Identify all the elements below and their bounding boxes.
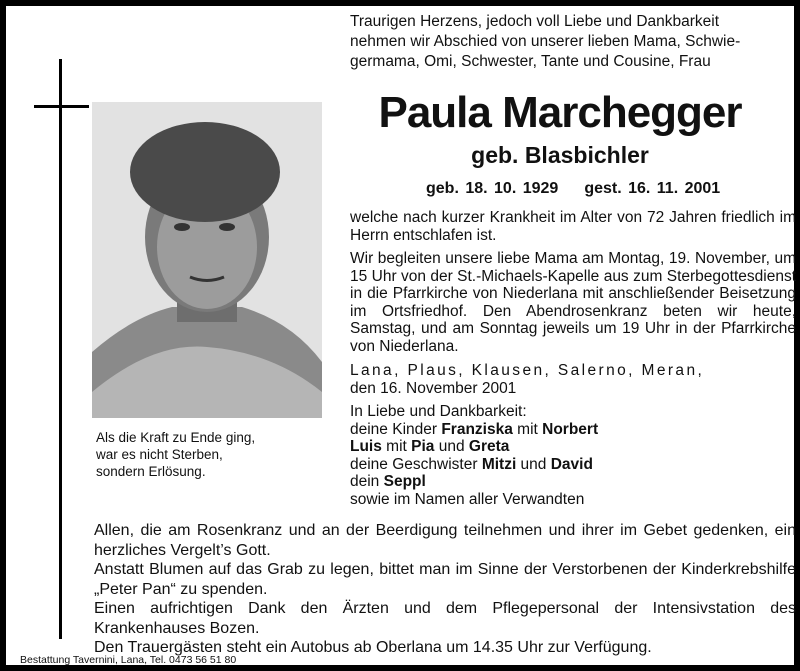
caption-line: Als die Kraft zu Ende ging, [96,430,256,445]
passing-paragraph: welche nach kurzer Krankheit im Alter von 72 Jahren friedlich im Herrn entschlafen ist. [350,209,796,244]
mourners-line [350,473,796,491]
funeral-text [350,250,796,355]
intro-line: germama, Omi, Schwester, Tante und Cousine, Frau [350,53,711,70]
t: Luis [350,438,382,455]
t: Franziska [441,420,513,438]
portrait-photo [92,102,322,418]
notice-date: den 16. November 2001 [350,379,517,397]
cross-icon-bar [34,105,89,108]
t: Norbert [542,420,599,438]
mourners-intro: In Liebe und Dankbarkeit: [350,403,527,420]
photo-caption [96,429,255,480]
closing-paragraph: Anstatt Blumen auf das Grab zu legen, bittet man im Sinne der Verstorbenen der Kinderkrebshilfe „Peter Pan“ zu spenden. [94,561,796,598]
t: Greta [468,438,510,455]
death-date: gest. 16. 11. 2001 [584,180,721,197]
closing-text [94,521,796,658]
caption-line: sondern Erlösung. [96,464,206,479]
closing-paragraph: Einen aufrichtigen Dank den Ärzten und dem Pflegepersonal der Intensivstation des Krankenhauses Bozen. [94,600,796,637]
closing-paragraph: Allen, die am Rosenkranz und an der Beerdigung teilnehmen und ihrer im Gebet gedenken, ein herzliches Vergelt’s Gott. [94,522,796,559]
birth-date: geb. 18. 10. 1929 [426,180,559,197]
death-notice [6,6,794,665]
mourners-line [350,421,796,439]
intro-line: Traurigen Herzens, jedoch voll Liebe und Dankbarkeit [350,13,720,30]
passing-text [350,209,796,244]
mourners [350,403,796,508]
closing-paragraph: Den Trauergästen steht ein Autobus ab Oberlana um 14.35 Uhr zur Verfügung. [94,639,652,656]
t: und [516,455,551,473]
t: David [550,455,593,473]
mourners-line [350,438,796,456]
t: mit [512,420,543,438]
t: Pia [411,438,435,455]
intro-line: nehmen wir Abschied von unserer lieben Mama, Schwie- [350,33,741,50]
mourners-line [350,456,796,474]
cross-icon [59,59,62,639]
t: Seppl [383,473,426,490]
place-date [350,362,796,397]
deceased-name: Paula Marchegger [378,88,742,137]
life-dates [426,180,746,198]
funeral-home-footer: Bestattung Tavernini, Lana, Tel. 0473 56 51 80 [20,654,237,666]
maiden-name: geb. Blasbichler [471,142,649,168]
intro-text [350,12,796,72]
t: deine Kinder [350,420,442,438]
t: dein [350,473,384,490]
t: deine Geschwister [350,455,482,473]
places: Lana, Plaus, Klausen, Salerno, Meran, [350,362,705,379]
caption-line: war es nicht Sterben, [96,447,223,462]
mourners-line: sowie im Namen aller Verwandten [350,490,585,508]
funeral-paragraph: Wir begleiten unsere liebe Mama am Montag, 19. November, um 15 Uhr von der St.-Michaels-Kapelle aus zum Sterbegottesdienst in die Pfarrkirche von Niederlana mit anschließender Beisetzung im Ortsfriedhof. Den Abendrosenkranz beten wir heute, Samstag, und am Sonntag jeweils um 19 Uhr in der Pfarrkirche von Niederlana. [350,250,796,355]
t: Mitzi [481,455,517,473]
t: und [434,438,469,455]
t: mit [381,438,412,455]
